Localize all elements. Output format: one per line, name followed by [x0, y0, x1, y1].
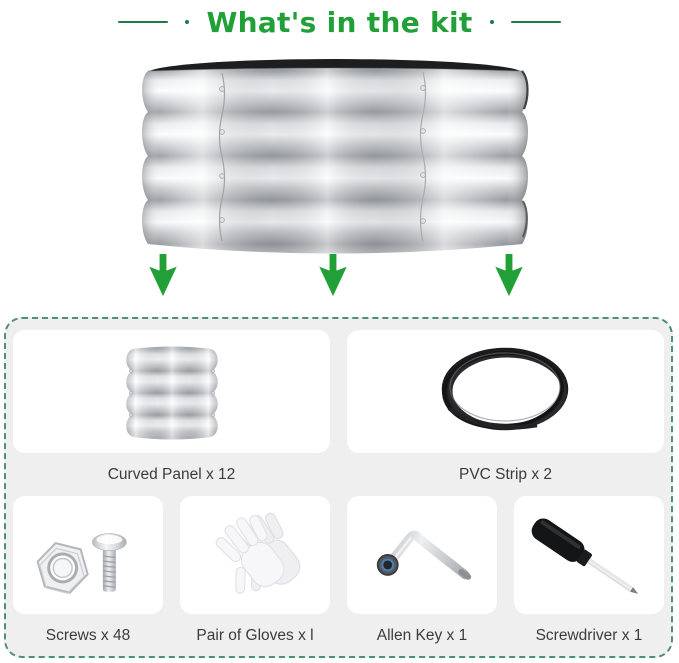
allen-key-label: Allen Key x 1 [376, 626, 468, 644]
screwdriver-label: Screwdriver x 1 [535, 626, 643, 644]
screwdriver-card [514, 496, 664, 614]
pvc-strip-label: PVC Strip x 2 [458, 465, 553, 483]
page-title: What's in the kit [206, 5, 473, 39]
screws-label: Screws x 48 [45, 626, 131, 644]
screwdriver-icon [514, 496, 664, 614]
gloves-card [180, 496, 330, 614]
screws-icon [13, 496, 163, 614]
header [0, 5, 679, 39]
screws-card [13, 496, 163, 614]
allen-key-card [347, 496, 497, 614]
curved-panel-label: Curved Panel x 12 [107, 465, 236, 483]
kit-contents-panel [4, 317, 673, 658]
allen-key-icon [347, 496, 497, 614]
raised-bed-illustration [140, 55, 530, 255]
right-decorative-line [511, 21, 561, 23]
left-decorative-line [118, 21, 168, 23]
gloves-label: Pair of Gloves x l [196, 626, 314, 644]
down-arrow-icon [318, 254, 348, 299]
curved-panel-icon [117, 343, 227, 441]
gloves-icon [180, 496, 330, 614]
left-decorative-dot [185, 20, 189, 24]
pvc-strip-card [347, 330, 664, 453]
down-arrow-icon [494, 254, 524, 299]
down-arrow-icon [148, 254, 178, 299]
raised-bed-image [140, 55, 530, 255]
right-decorative-dot [490, 20, 494, 24]
pvc-strip-icon [431, 344, 581, 439]
curved-panel-card [13, 330, 330, 453]
